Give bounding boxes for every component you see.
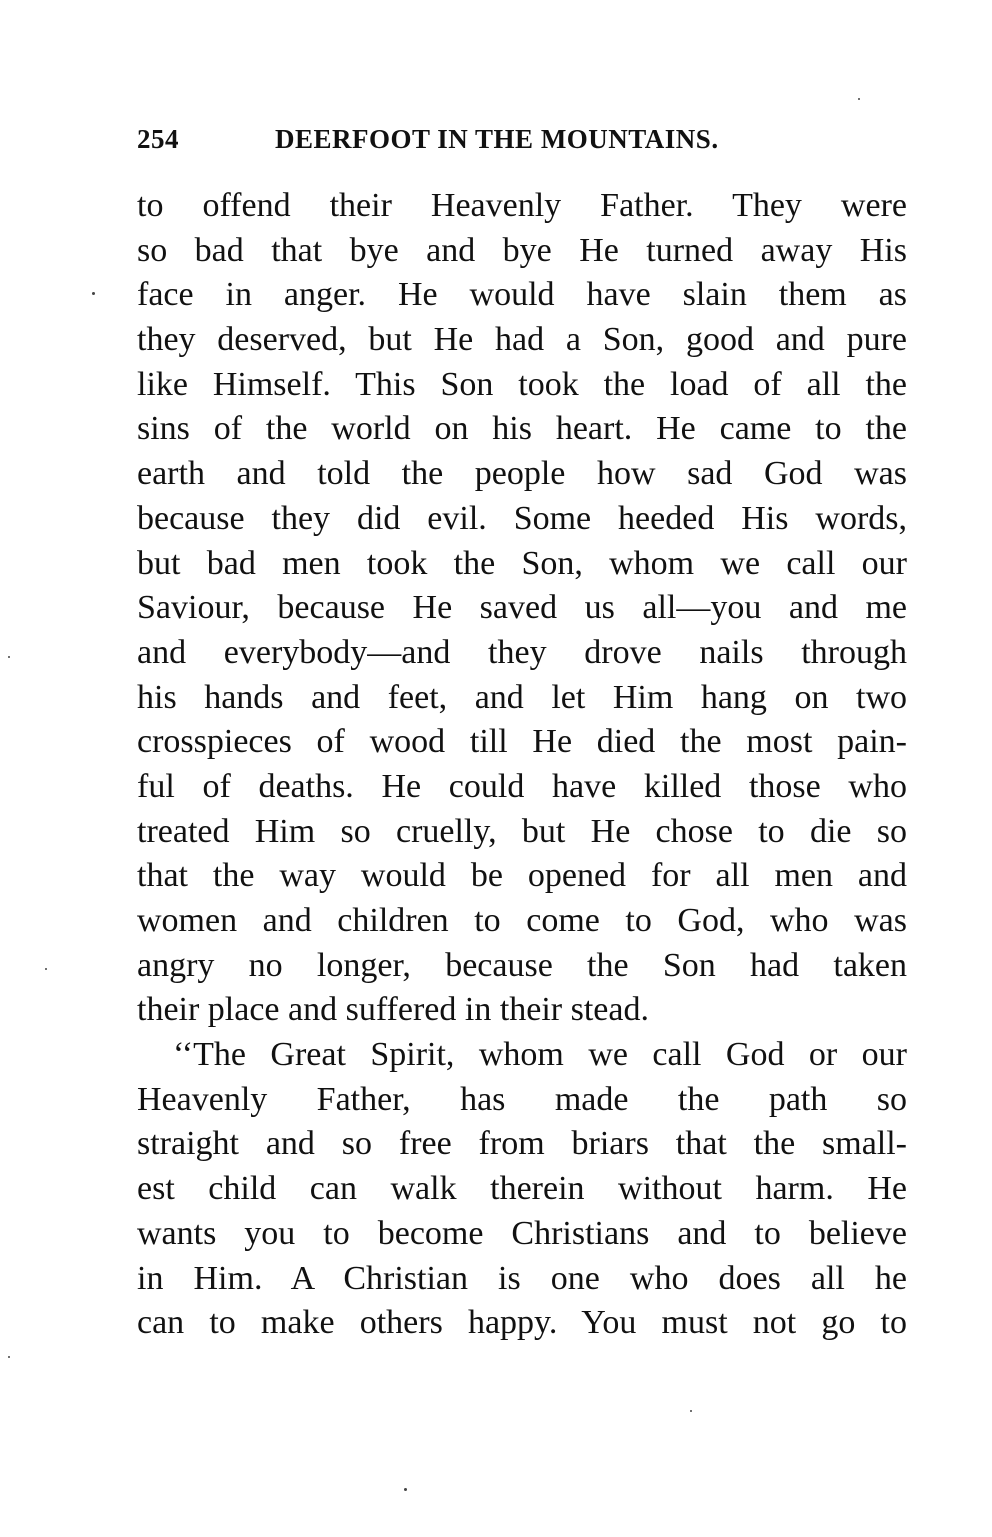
text-line: can to make others happy. You must not go to: [137, 1304, 907, 1342]
page-header: [137, 124, 917, 164]
text-line: in Him. A Christian is one who does all he: [137, 1259, 907, 1297]
scan-speck: [92, 292, 95, 295]
scan-speck: [858, 98, 860, 100]
text-line: so bad that bye and bye He turned away His: [137, 231, 907, 269]
text-line: like Himself. This Son took the load of all the: [137, 365, 907, 403]
text-line: est child can walk therein without harm. He: [137, 1170, 907, 1208]
text-line: treated Him so cruelly, but He chose to die so: [137, 812, 907, 850]
text-line: that the way would be opened for all men and: [137, 857, 907, 895]
text-line: because they did evil. Some heeded His words,: [137, 499, 907, 537]
text-line: angry no longer, because the Son had taken: [137, 946, 907, 984]
text-line: they deserved, but He had a Son, good and pure: [137, 321, 907, 359]
body-text: [137, 184, 907, 1346]
text-line: ‘‘The Great Spirit, whom we call God or our: [173, 1036, 907, 1074]
text-line: sins of the world on his heart. He came to the: [137, 410, 907, 448]
scan-speck: [8, 656, 10, 658]
text-line: earth and told the people how sad God was: [137, 455, 907, 493]
text-line: their place and suffered in their stead.: [137, 991, 649, 1029]
text-line: ful of deaths. He could have killed those who: [137, 767, 907, 805]
text-line: Heavenly Father, has made the path so: [137, 1080, 907, 1118]
text-line: but bad men took the Son, whom we call our: [137, 544, 907, 582]
scan-speck: [404, 1488, 407, 1491]
text-line: crosspieces of wood till He died the most pain-: [137, 723, 907, 761]
text-line: his hands and feet, and let Him hang on two: [137, 678, 907, 716]
scan-speck: [45, 968, 47, 970]
text-line: women and children to come to God, who was: [137, 902, 907, 939]
scan-speck: [8, 1356, 10, 1358]
page-number: 254: [137, 124, 179, 154]
scan-speck: [690, 1410, 692, 1412]
text-line: wants you to become Christians and to believe: [137, 1214, 907, 1252]
text-line: straight and so free from briars that the small-: [137, 1125, 907, 1163]
text-line: face in anger. He would have slain them as: [137, 276, 907, 314]
text-line: to offend their Heavenly Father. They were: [137, 187, 907, 224]
running-title: DEERFOOT IN THE MOUNTAINS.: [275, 124, 719, 154]
text-line: Saviour, because He saved us all—you and me: [137, 589, 907, 627]
text-line: and everybody—and they drove nails through: [137, 633, 907, 671]
